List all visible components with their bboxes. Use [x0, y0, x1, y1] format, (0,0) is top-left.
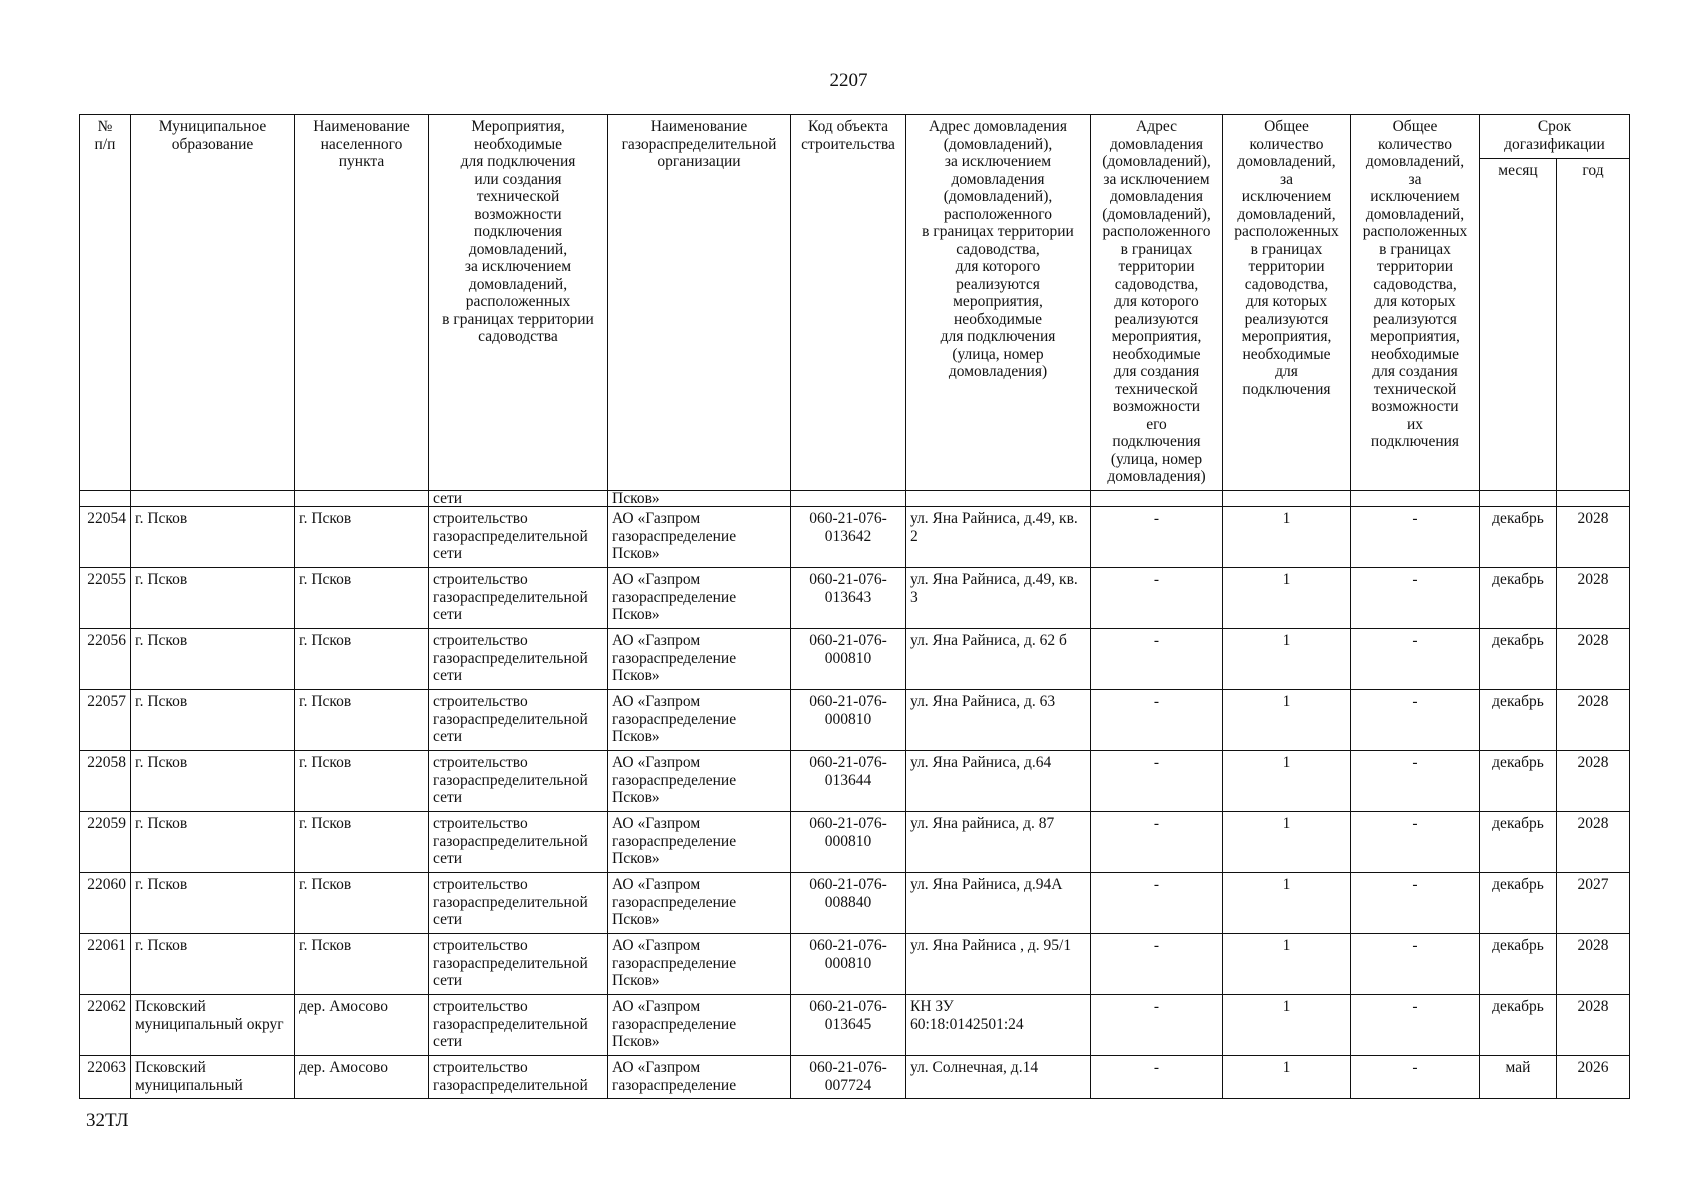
cell-gdo: АО «Газпром газораспределение Псков» — [608, 873, 791, 934]
cell-total-technical: - — [1351, 568, 1480, 629]
cell-settlement: г. Псков — [295, 690, 429, 751]
cell-settlement: дер. Амосово — [295, 1056, 429, 1099]
cell-month: декабрь — [1480, 751, 1557, 812]
cell-address-technical: - — [1091, 873, 1223, 934]
cell-code: 060-21-076- 013642 — [791, 507, 906, 568]
cell-num: 22058 — [80, 751, 131, 812]
cell-year: 2026 — [1557, 1056, 1630, 1099]
cell-gdo: АО «Газпром газораспределение Псков» — [608, 995, 791, 1056]
cell-address-technical: - — [1091, 1056, 1223, 1099]
cell-code: 060-21-076- 000810 — [791, 812, 906, 873]
table-row — [80, 1056, 1630, 1099]
cell-total-connection: 1 — [1223, 629, 1351, 690]
cell-gdo: АО «Газпром газораспределение Псков» — [608, 690, 791, 751]
cell-gdo: АО «Газпром газораспределение Псков» — [608, 629, 791, 690]
header-num: № п/п — [80, 115, 131, 491]
cell-num: 22063 — [80, 1056, 131, 1099]
cell-settlement: г. Псков — [295, 568, 429, 629]
cell-total-connection: 1 — [1223, 751, 1351, 812]
cell-municipality: г. Псков — [131, 873, 295, 934]
cell-num: 22055 — [80, 568, 131, 629]
cell-address-technical: - — [1091, 751, 1223, 812]
cell-num: 22059 — [80, 812, 131, 873]
cell-municipality: г. Псков — [131, 568, 295, 629]
cell-code: 060-21-076- 008840 — [791, 873, 906, 934]
cell-municipality: Псковский муниципальный — [131, 1056, 295, 1099]
cell-measures: сети — [429, 491, 608, 507]
cell-total-technical: - — [1351, 629, 1480, 690]
table-row — [80, 751, 1630, 812]
cell-year: 2028 — [1557, 812, 1630, 873]
cell-settlement: дер. Амосово — [295, 995, 429, 1056]
cell-gdo: АО «Газпром газораспределение Псков» — [608, 934, 791, 995]
cell-total-technical: - — [1351, 690, 1480, 751]
cell-measures: строительство газораспределительной сети — [429, 812, 608, 873]
cell-gdo: АО «Газпром газораспределение Псков» — [608, 751, 791, 812]
cell-total-connection: 1 — [1223, 690, 1351, 751]
cell-gdo: Псков» — [608, 491, 791, 507]
cell-code: 060-21-076- 013644 — [791, 751, 906, 812]
cell-total-technical: - — [1351, 1056, 1480, 1099]
cell-settlement: г. Псков — [295, 873, 429, 934]
cell-total-connection: 1 — [1223, 1056, 1351, 1099]
cell-month: декабрь — [1480, 995, 1557, 1056]
header-total-technical: Общее количество домовладений, за исключением домовладений, расположенных в границах территории садоводства, для которых реализуются мероприятия, необходимые для создания технической возможности их подключения — [1351, 115, 1480, 491]
cell-measures: строительство газораспределительной — [429, 1056, 608, 1099]
cell-code: 060-21-076- 013643 — [791, 568, 906, 629]
cell-month: май — [1480, 1056, 1557, 1099]
cell-year: 2028 — [1557, 934, 1630, 995]
cell-address-technical: - — [1091, 568, 1223, 629]
cell-total-technical: - — [1351, 812, 1480, 873]
header-municipality: Муниципальное образование — [131, 115, 295, 491]
cell-municipality: г. Псков — [131, 751, 295, 812]
cell-settlement: г. Псков — [295, 629, 429, 690]
cell-measures: строительство газораспределительной сети — [429, 751, 608, 812]
cell-total-connection: 1 — [1223, 995, 1351, 1056]
header-total-connection: Общее количество домовладений, за исключением домовладений, расположенных в границах территории садоводства, для которых реализуются мероприятия, необходимые для подключения — [1223, 115, 1351, 491]
cell-total-connection: 1 — [1223, 934, 1351, 995]
cell-address-technical: - — [1091, 995, 1223, 1056]
cell-total-connection: 1 — [1223, 812, 1351, 873]
header-code: Код объекта строительства — [791, 115, 906, 491]
table-row — [80, 629, 1630, 690]
cell-month: декабрь — [1480, 629, 1557, 690]
cell-municipality: г. Псков — [131, 629, 295, 690]
cell-measures: строительство газораспределительной сети — [429, 690, 608, 751]
cell-num: 22062 — [80, 995, 131, 1056]
cell-measures: строительство газораспределительной сети — [429, 995, 608, 1056]
cell-measures: строительство газораспределительной сети — [429, 934, 608, 995]
cell-address-connection: ул. Яна Райниса, д.94А — [906, 873, 1091, 934]
cell-measures: строительство газораспределительной сети — [429, 629, 608, 690]
cell-settlement: г. Псков — [295, 751, 429, 812]
cell-address-technical: - — [1091, 690, 1223, 751]
cell-gdo: АО «Газпром газораспределение Псков» — [608, 507, 791, 568]
header-gdo: Наименование газораспределительной организации — [608, 115, 791, 491]
header-settlement: Наименование населенного пункта — [295, 115, 429, 491]
cell-num: 22054 — [80, 507, 131, 568]
cell-address-connection: ул. Яна Райниса, д. 62 б — [906, 629, 1091, 690]
cell-gdo: АО «Газпром газораспределение Псков» — [608, 812, 791, 873]
cell-year: 2027 — [1557, 873, 1630, 934]
cell-gdo: АО «Газпром газораспределение Псков» — [608, 568, 791, 629]
cell-municipality: г. Псков — [131, 934, 295, 995]
cell-code: 060-21-076- 000810 — [791, 629, 906, 690]
table-row — [80, 507, 1630, 568]
cell-year: 2028 — [1557, 995, 1630, 1056]
table-row — [80, 690, 1630, 751]
header-term: Срок догазификации — [1480, 115, 1630, 159]
cell-total-technical: - — [1351, 507, 1480, 568]
cell-address-technical: - — [1091, 507, 1223, 568]
cell-num: 22057 — [80, 690, 131, 751]
gasification-table — [79, 114, 1630, 1099]
cell-address-technical: - — [1091, 934, 1223, 995]
cell-address-connection: ул. Яна Райниса, д.49, кв. 2 — [906, 507, 1091, 568]
header-month: месяц — [1480, 159, 1557, 491]
table-row — [80, 568, 1630, 629]
cell-month: декабрь — [1480, 568, 1557, 629]
cell-total-connection: 1 — [1223, 568, 1351, 629]
table-body — [80, 491, 1630, 1099]
cell-measures: строительство газораспределительной сети — [429, 873, 608, 934]
cell-total-technical: - — [1351, 995, 1480, 1056]
cell-num: 22056 — [80, 629, 131, 690]
header-measures: Мероприятия, необходимые для подключения или создания технической возможности подключения домовладений, за исключением домовладений, расположенных в границах территории садоводства — [429, 115, 608, 491]
cell-address-connection: КН ЗУ 60:18:0142501:24 — [906, 995, 1091, 1056]
cell-address-connection: ул. Солнечная, д.14 — [906, 1056, 1091, 1099]
cell-address-connection: ул. Яна Райниса , д. 95/1 — [906, 934, 1091, 995]
cell-settlement: г. Псков — [295, 812, 429, 873]
cell-num: 22061 — [80, 934, 131, 995]
cell-code: 060-21-076- 007724 — [791, 1056, 906, 1099]
cell-municipality: г. Псков — [131, 690, 295, 751]
cell-address-connection: ул. Яна Райниса, д. 63 — [906, 690, 1091, 751]
cell-total-technical: - — [1351, 873, 1480, 934]
table-row — [80, 812, 1630, 873]
cell-gdo: АО «Газпром газораспределение — [608, 1056, 791, 1099]
cell-municipality: г. Псков — [131, 812, 295, 873]
cell-municipality: г. Псков — [131, 507, 295, 568]
cell-address-technical: - — [1091, 812, 1223, 873]
cell-municipality: Псковский муниципальный округ — [131, 995, 295, 1056]
cell-address-connection: ул. Яна Райниса, д.49, кв. 3 — [906, 568, 1091, 629]
cell-measures: строительство газораспределительной сети — [429, 507, 608, 568]
cell-month: декабрь — [1480, 507, 1557, 568]
cell-month: декабрь — [1480, 812, 1557, 873]
cell-total-connection: 1 — [1223, 873, 1351, 934]
header-address-connection: Адрес домовладения (домовладений), за исключением домовладения (домовладений), расположенного в границах территории садоводства, для которого реализуются мероприятия, необходимые для подключения (улица, номер домовладения) — [906, 115, 1091, 491]
cell-code: 060-21-076- 013645 — [791, 995, 906, 1056]
cell-year: 2028 — [1557, 690, 1630, 751]
table-row — [80, 934, 1630, 995]
table-row — [80, 873, 1630, 934]
document-code: 32ТЛ — [86, 1110, 129, 1131]
cell-total-connection: 1 — [1223, 507, 1351, 568]
cell-address-connection: ул. Яна Райниса, д.64 — [906, 751, 1091, 812]
cell-settlement: г. Псков — [295, 934, 429, 995]
cell-settlement: г. Псков — [295, 507, 429, 568]
cell-year: 2028 — [1557, 507, 1630, 568]
cell-num: 22060 — [80, 873, 131, 934]
cell-month: декабрь — [1480, 934, 1557, 995]
header-year: год — [1557, 159, 1630, 491]
header-address-technical: Адрес домовладения (домовладений), за исключением домовладения (домовладений), расположенного в границах территории садоводства, для которого реализуются мероприятия, необходимые для создания технической возможности его подключения (улица, номер домовладения) — [1091, 115, 1223, 491]
cell-address-technical: - — [1091, 629, 1223, 690]
cell-address-connection: ул. Яна райниса, д. 87 — [906, 812, 1091, 873]
cell-month: декабрь — [1480, 690, 1557, 751]
cell-code: 060-21-076- 000810 — [791, 934, 906, 995]
cell-year: 2028 — [1557, 629, 1630, 690]
continuation-row — [80, 491, 1630, 507]
cell-measures: строительство газораспределительной сети — [429, 568, 608, 629]
cell-code: 060-21-076- 000810 — [791, 690, 906, 751]
cell-total-technical: - — [1351, 751, 1480, 812]
table-row — [80, 995, 1630, 1056]
cell-year: 2028 — [1557, 568, 1630, 629]
cell-total-technical: - — [1351, 934, 1480, 995]
cell-year: 2028 — [1557, 751, 1630, 812]
page-number: 2207 — [829, 70, 868, 91]
cell-month: декабрь — [1480, 873, 1557, 934]
